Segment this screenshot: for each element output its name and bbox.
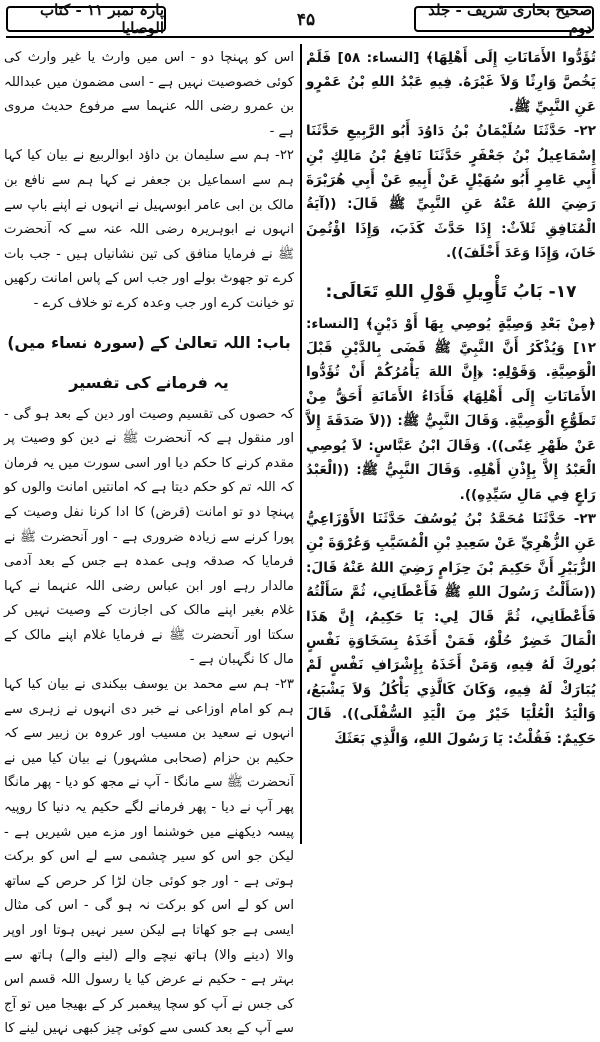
urdu-column [4,46,294,1042]
arabic-column [306,46,596,751]
arabic-chapter-heading: ١٧- بَابُ تَأْوِيلِ قَوْلِ اللهِ تَعَالَى: [325,281,577,302]
page-number: ۴۵ [296,10,316,30]
urdu-top-text: اس کو پہنچا دو - اس میں وارث یا غیر وارث کی کوئی خصوصیت نہیں ہے - اسی مضمون میں عبداللہ بن عمرو رضی اللہ عنہما سے مرفوع حدیث مروی ہے - [4,50,294,139]
header-right-title-box [414,1,594,37]
arabic-hadith-22: ٢٢- حَدَّثَنَا سُلَيْمَانُ بْنُ دَاوُدَ أَبُو الرَّبِيعِ حَدَّثَنَا إِسْمَاعِيلُ بْنُ جَعْفَرٍ حَدَّثَنَا نَافِعُ بْنُ مَالِكِ بْنِ أَبِي عَامِرٍ أَبُو سُهَيْلٍ عَنْ أَبِيهِ عَنْ أَبِي هُرَيْرَةَ رَضِيَ اللهُ عَنْهُ عَنِ النَّبِيِّ ﷺ قَالَ: ((آيَةُ الْمُنَافِقِ ثَلاَثٌ: إِذَا حَدَّثَ كَذَبَ، وَإِذَا اؤْتُمِنَ خَانَ، وَإِذَا وَعَدَ أَخْلَفَ)). [306,123,596,262]
urdu-chapter-heading: باب: اللہ تعالیٰ کے (سورہ نساء میں) یہ فرمانے کی تفسیر [7,332,291,392]
urdu-hadith-22: ۲۲- ہم سے سلیمان بن داؤد ابوالربیع نے بیان کیا کہا ہم سے اسماعیل بن جعفر نے کہا ہم سے نافع بن مالک بن ابی عامر ابوسہیل نے انہوں نے اپنے باپ سے انہوں نے ابوہریرہ رضی اللہ عنہ سے کہ آنحضرت ﷺ نے فرمایا منافق کی تین نشانیاں ہیں - جب بات کرے تو جھوٹ بولے اور جب اس کے پاس امانت رکھیں تو خیانت کرے اور جب وعدہ کرے تو خلاف کرے - [4,148,294,311]
column-divider [300,44,302,844]
urdu-chapter-text: کہ حصوں کی تقسیم وصیت اور دین کے بعد ہو گی - اور منقول ہے کہ آنحضرت ﷺ نے دین کو وصیت پر مقدم کرنے کا حکم دیا اور اسی سورت میں یہ فرمان کہ اللہ تم کو حکم دیتا ہے کہ امانتیں امانت والوں کو پہنچا دو تو امانت (قرض) کا ادا کرنا نفل وصیت کے پورا کرنے سے زیادہ ضروری ہے - اور آنحضرت ﷺ نے فرمایا کہ صدقہ وہی عمدہ ہے جس کے بعد آدمی مالدار رہے اور ابن عباس رضی اللہ عنہما نے کہا غلام بغیر اپنے مالک کی اجازت کے وصیت نہیں کر سکتا اور آنحضرت ﷺ نے فرمایا غلام اپنے مالک کے مال کا نگہبان ہے - [4,406,294,668]
arabic-hadith-23: ٢٣- حَدَّثَنَا مُحَمَّدُ بْنُ يُوسُفَ حَدَّثَنَا الأَوْزَاعِيُّ عَنِ الزُّهْرِيِّ عَنْ سَعِيدِ بْنِ الْمُسَيَّبِ وَعُرْوَةَ بْنِ الزُّبَيْرِ أَنَّ حَكِيمَ بْنَ حِزَامٍ رَضِيَ اللهُ عَنْهُ قَالَ: ((سَأَلْتُ رَسُولَ اللهِ ﷺ فَأَعْطَانِي، ثُمَّ سَأَلْتُهُ فَأَعْطَانِي، ثُمَّ قَالَ لِي: يَا حَكِيمُ، إِنَّ هَذَا الْمَالَ خَضِرٌ حُلْوٌ، فَمَنْ أَخَذَهُ بِسَخَاوَةِ نَفْسٍ بُورِكَ لَهُ فِيهِ، وَمَنْ أَخَذَهُ بِإِشْرَافِ نَفْسٍ لَمْ يُبَارَكْ لَهُ فِيهِ، وَكَانَ كَالَّذِي يَأْكُلُ وَلاَ يَشْبَعُ، وَالْيَدُ الْعُلْيَا خَيْرٌ مِنَ الْيَدِ السُّفْلَى)). قَالَ حَكِيمٌ: فَقُلْتُ: يَا رَسُولَ اللهِ، وَالَّذِي بَعَثَكَ [306,510,596,747]
arabic-top-text: تُؤَدُّوا الأَمَانَاتِ إِلَى أَهْلِهَا﴾ [النساء: ٥٨] فَلَمْ يَخُصَّ وَارِثًا وَلاَ غَيْرَهُ. فِيهِ عَبْدُ اللهِ بْنُ عَمْرٍو عَنِ النَّبِيِّ ﷺ. [306,50,596,115]
page-header [6,1,594,38]
urdu-hadith-23: ۲۳- ہم سے محمد بن یوسف بیکندی نے بیان کیا کہا ہم کو امام اوزاعی نے خبر دی انہوں نے زہری سے انہوں نے سعید بن مسیب اور عروہ بن زبیر سے کہ حکیم بن حزام (صحابی مشہور) نے بیان کیا میں نے آنحضرت ﷺ سے مانگا - آپ نے مجھ کو دیا - پھر مانگا پھر آپ نے دیا - پھر فرمانے لگے حکیم یہ دنیا کا روپیہ پیسہ دیکھنے میں خوشنما اور مزے میں شیریں ہے - لیکن جو اس کو سیر چشمی سے لے اس کو برکت ہوتی ہے - اور جو کوئی جان لڑا کر حرص کے ساتھ اس کو لے اس کو برکت نہ ہو گی - اس کی مثال ایسی ہے جو کھاتا ہے لیکن سیر نہیں ہوتا اور اوپر والا (دینے والا) ہاتھ نیچے والے (لینے والے) ہاتھ سے بہتر ہے - حکیم نے عرض کیا یا رسول اللہ قسم اس کی جس نے آپ کو سچا پیغمبر کر کے بھیجا میں تو آج سے آپ کے بعد کسی سے کوئی چیز کبھی نہیں لینے کا [4,677,294,1037]
arabic-chapter-text: ﴿مِنْ بَعْدِ وَصِيَّةٍ يُوصِي بِهَا أَوْ دَيْنٍ﴾ [النساء: ١٢] وَيُذْكَرُ أَنَّ النَّبِيَّ ﷺ قَضَى بِالدَّيْنِ قَبْلَ الْوَصِيَّةِ. وَقَوْلِهِ: ﴿إِنَّ اللهَ يَأْمُرُكُمْ أَنْ تُؤَدُّوا الأَمَانَاتِ إِلَى أَهْلِهَا﴾ فَأَدَاءُ الأَمَانَةِ أَحَقُّ مِنْ تَطَوُّعِ الْوَصِيَّةِ. وَقَالَ النَّبِيُّ ﷺ: ((لاَ صَدَقَةَ إِلاَّ عَنْ ظَهْرِ غِنًى)). وَقَالَ ابْنُ عَبَّاسٍ: لاَ يُوصِي الْعَبْدُ إِلاَّ بِإِذْنِ أَهْلِهِ. وَقَالَ النَّبِيُّ ﷺ: ((الْعَبْدُ رَاعٍ فِي مَالِ سَيِّدِهِ)). [306,315,596,503]
header-right-title: صحیح بخاری شریف - جلد دوم [428,1,592,37]
header-left-title-box [6,1,166,37]
header-left-title: پارہ نمبر ۱۱ - کتاب الوصایا [39,1,164,37]
